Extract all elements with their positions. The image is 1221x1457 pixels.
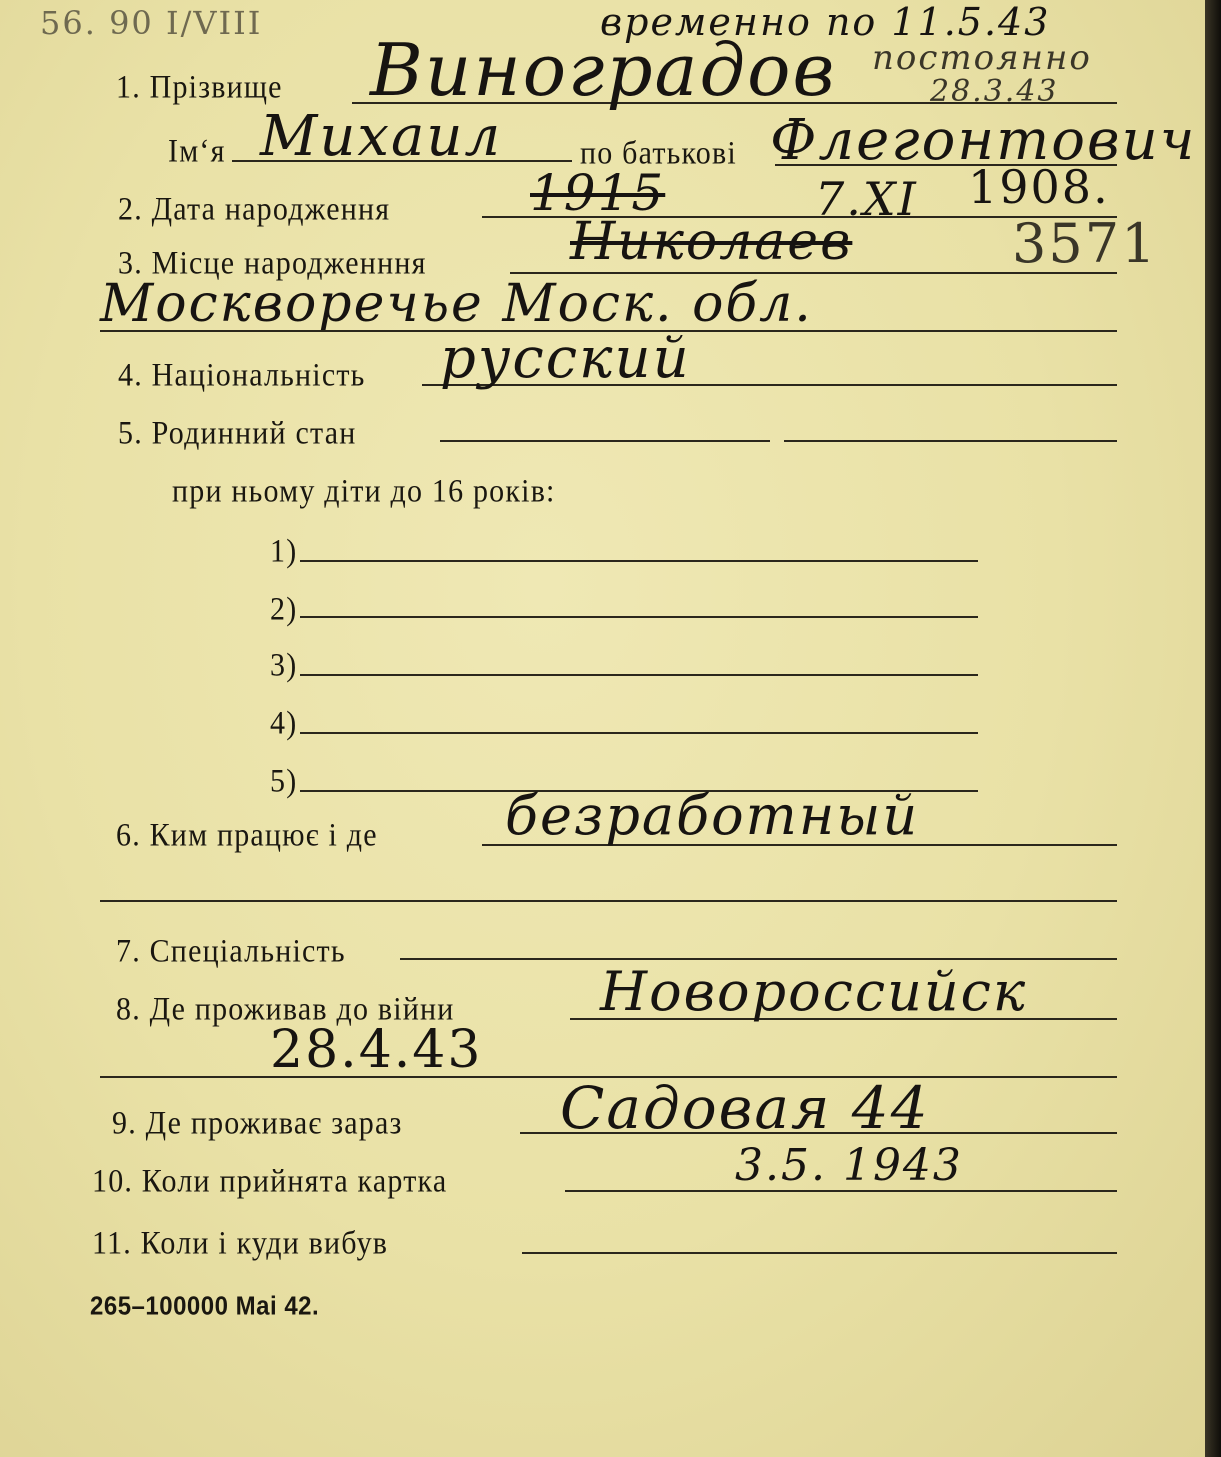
card-edge-shadow <box>1205 0 1221 1457</box>
child-3-line <box>300 674 978 676</box>
birth-place-line2: Москворечье Моск. обл. <box>100 274 813 334</box>
work-label: 6. Ким працює і де <box>116 817 378 853</box>
family-line-a <box>440 440 770 442</box>
child-4-label: 4) <box>270 705 298 741</box>
prewar-residence-date: 28.4.43 <box>270 1020 483 1080</box>
work-line-2 <box>100 900 1117 902</box>
birth-place-struck: Николаев <box>570 212 853 272</box>
nationality-label: 4. Національність <box>118 357 366 393</box>
stamp-top-left: 56. 90 I/VIII <box>40 4 263 42</box>
birth-date-struck: 1915 <box>530 164 666 222</box>
printer-mark: 265–100000 Mai 42. <box>90 1291 320 1321</box>
name-label: Ім‘я <box>168 133 226 169</box>
name-value: Михаил <box>260 104 503 169</box>
birth-date-value: 7.XI <box>815 172 918 226</box>
specialty-label: 7. Спеціальність <box>116 933 346 969</box>
departure-line <box>522 1252 1117 1254</box>
child-4-line <box>300 732 978 734</box>
prewar-residence-label: 8. Де проживав до війни <box>116 991 455 1027</box>
card-accepted-value: 3.5. 1943 <box>735 1140 963 1191</box>
prewar-residence-value: Новороссийск <box>600 960 1028 1023</box>
birth-date-correction: 1908. <box>968 160 1110 214</box>
card-accepted-label: 10. Коли прийнята картка <box>92 1163 448 1199</box>
child-1-line <box>300 560 978 562</box>
family-label: 5. Родинний стан <box>118 415 357 451</box>
current-residence-value: Садовая 44 <box>560 1074 930 1142</box>
birth-place-label: 3. Місце народженння <box>118 245 427 281</box>
note-permanent-date: 28.3.43 <box>930 74 1059 109</box>
current-residence-label: 9. Де проживає зараз <box>112 1105 403 1141</box>
surname-value: Виноградов <box>370 28 837 112</box>
child-5-label: 5) <box>270 763 298 799</box>
child-2-label: 2) <box>270 591 298 627</box>
patronymic-value: Флегонтович <box>770 108 1197 173</box>
departure-label: 11. Коли і куди вибув <box>92 1225 389 1261</box>
family-line-b <box>784 440 1117 442</box>
surname-label: 1. Прізвище <box>116 69 283 105</box>
nationality-value: русский <box>440 326 691 391</box>
note-permanent: постоянно <box>872 38 1092 78</box>
note-temporary: временно по 11.5.43 <box>600 0 1051 44</box>
birth-date-label: 2. Дата народження <box>118 191 391 227</box>
children-label: при ньому діти до 16 років: <box>172 473 556 509</box>
child-3-label: 3) <box>270 647 298 683</box>
child-2-line <box>300 616 978 618</box>
child-1-label: 1) <box>270 533 298 569</box>
birth-place-number: 3571 <box>1012 212 1158 275</box>
patronymic-label: по батькові <box>580 135 737 171</box>
work-value: безработный <box>505 784 920 847</box>
